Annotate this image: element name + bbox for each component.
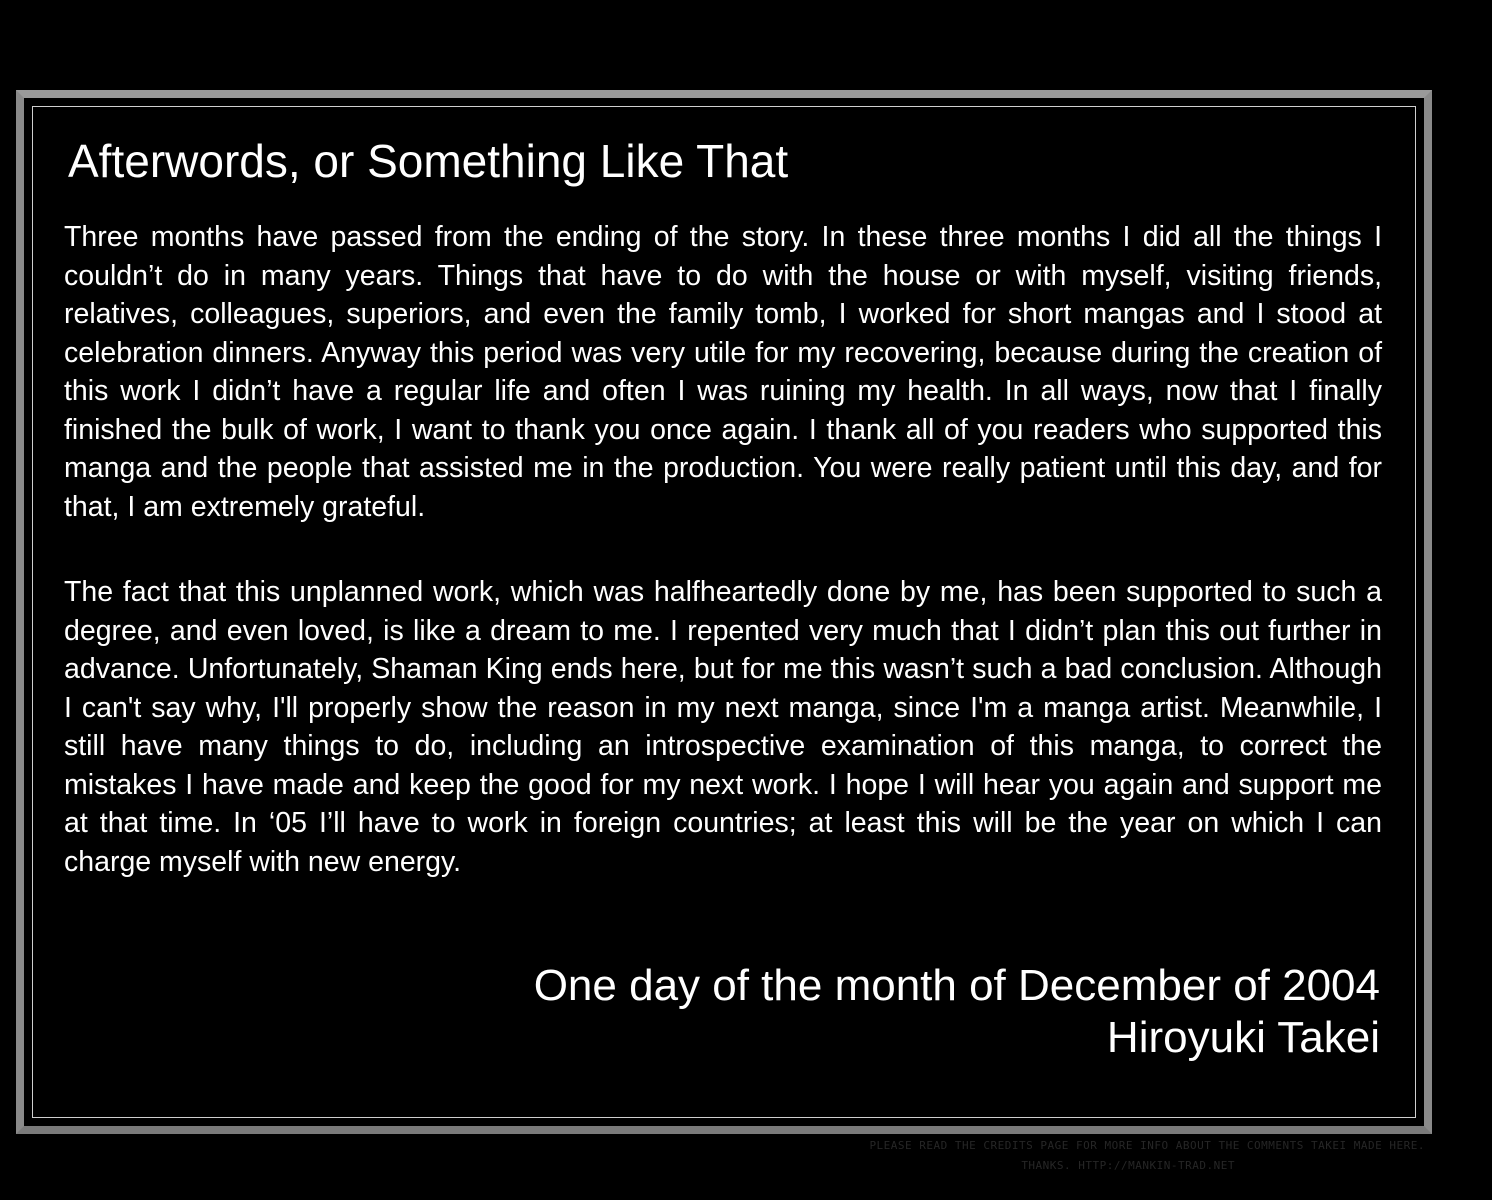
- page-title: Afterwords, or Something Like That: [68, 135, 789, 187]
- paragraph-2: The fact that this unplanned work, which was halfheartedly done by me, has been supported to such a degree, and even loved, is like a dream to me. I repented very much that I didn’t plan this out further in advance. Unfortunately, Shaman King ends here, but for me this wasn’t such a bad conclusion. Although I can't say why, I'll properly show the reason in my next manga, since I'm a manga artist. Meanwhile, I still have many things to do, including an introspective examination of this manga, to correct the mistakes I have made and keep the good for my next work. I hope I will hear you again and support me at that time. In ‘05 I’ll have to work in foreign countries; at least this will be the year on which I can charge myself with new energy.: [64, 576, 1382, 878]
- credits-note: [700, 1136, 1425, 1176]
- credits-url-line: THANKS. HTTP://MANKIN-TRAD.NET: [1021, 1159, 1235, 1172]
- paragraph-1: Three months have passed from the ending of the story. In these three months I did all the things I couldn’t do in many years. Things that have to do with the house or with myself, visiting friends, relatives, colleagues, superiors, and even the family tomb, I worked for short mangas and I stood at celebration dinners. Anyway this period was very utile for my recovering, because during the creation of this work I didn’t have a regular life and often I was ruining my health. In all ways, now that I finally finished the bulk of work, I want to thank you once again. I thank all of you readers who supported this manga and the people that assisted me in the production. You were really patient until this day, and for that, I am extremely grateful.: [64, 221, 1382, 523]
- signature-block: [534, 960, 1380, 1064]
- signature-author: Hiroyuki Takei: [1106, 1013, 1380, 1062]
- credits-line: PLEASE READ THE CREDITS PAGE FOR MORE INFO ABOUT THE COMMENTS TAKEI MADE HERE.: [869, 1139, 1425, 1152]
- signature-date: One day of the month of December of 2004: [533, 961, 1380, 1010]
